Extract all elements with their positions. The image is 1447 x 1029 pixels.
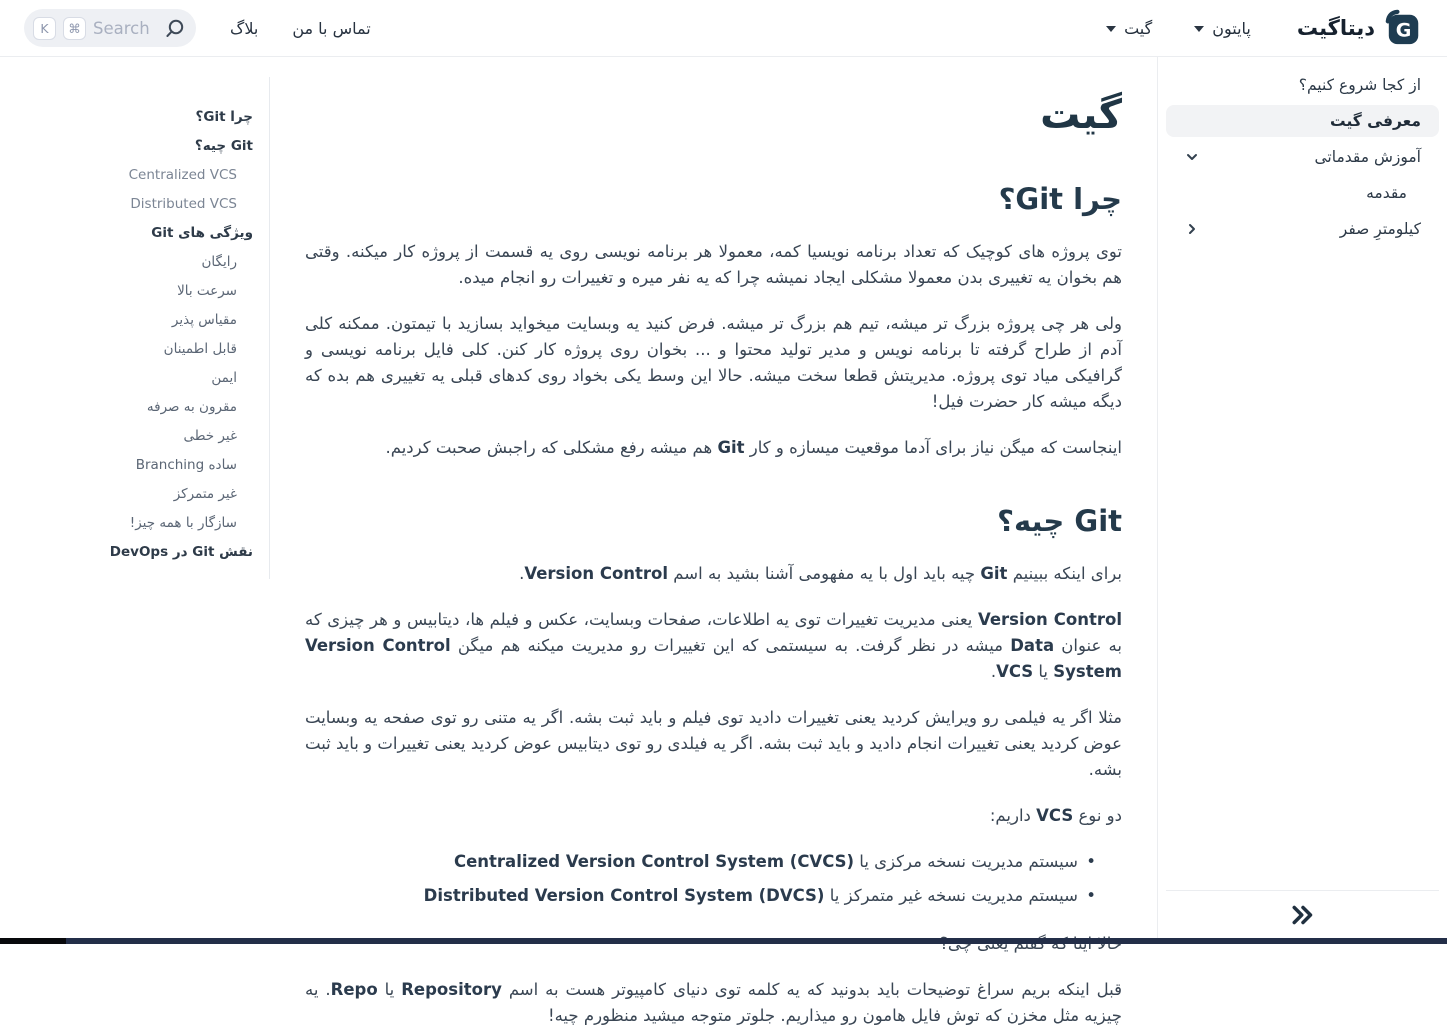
- sidebar-item-label: آموزش مقدماتی: [1314, 148, 1421, 166]
- toc-item-scalable[interactable]: مقیاس پذیر: [171, 312, 237, 328]
- article: [270, 57, 1157, 1025]
- brand-name: دیتاگیت: [1296, 16, 1375, 40]
- toc-item-cost-effective[interactable]: مقرون به صرفه: [146, 399, 237, 415]
- vcs-types-list: [305, 847, 1122, 911]
- toc-item-free[interactable]: رایگان: [201, 254, 237, 270]
- kbd-cmd: ⌘: [63, 17, 86, 40]
- paragraph: Version Control یعنی مدیریت تغییرات توی یه اطلاعات، صفحات وبسایت، عکس و فیلم ها، دیتابیس و هر چیزی که به عنوان Data میشه در نظر گرفت. به سیستمی که این تغییرات رو مدیریت میکنه هم میگن Version Control System یا VCS.: [305, 610, 1122, 681]
- toc-item-reliable[interactable]: قابل اطمینان: [163, 341, 237, 357]
- primary-nav: [1106, 19, 1251, 38]
- sidebar-item-basic-tutorial[interactable]: [1166, 141, 1439, 173]
- heading-why-git: چرا Git؟: [998, 182, 1122, 216]
- list-item: • سیستم مدیریت نسخه مرکزی یا Centralized Version Control System (CVCS): [305, 847, 1094, 877]
- nav-link-contact[interactable]: تماس با من: [292, 18, 371, 38]
- secondary-nav: [24, 9, 371, 47]
- sidebar-item-label: کیلومترِ صفر: [1339, 220, 1421, 238]
- toc-list: [0, 77, 270, 579]
- toc-item-simple-branching[interactable]: Branching ساده: [135, 457, 237, 473]
- toc-item-why-git[interactable]: چرا Git؟: [195, 109, 253, 125]
- toc-item-decentralized[interactable]: غیر متمرکز: [173, 486, 237, 502]
- caret-down-icon: [1106, 26, 1116, 32]
- toc-item-secure[interactable]: ایمن: [211, 370, 237, 386]
- chevron-down-icon: [1184, 149, 1200, 165]
- sidebar-footer: [1166, 890, 1439, 938]
- search-box[interactable]: [24, 9, 196, 47]
- search-input[interactable]: [93, 19, 157, 38]
- bottom-window-corner: [0, 938, 66, 944]
- nav-menu-git-label: گیت: [1124, 18, 1153, 38]
- paragraph: قبل اینکه بریم سراغ توضیحات باید بدونید که یه کلمه توی دنیای کامپیوتر هست به اسم Repository یا Repo. یه چیزیه مثل مخزن که توش فایل هامون رو میذاریم. جلوتر متوجه میشید منظورم چیه!: [305, 980, 1122, 1025]
- bottom-window-edge: [0, 938, 1447, 944]
- double-chevron-right-icon: [1290, 905, 1316, 925]
- sidebar-item-label: مقدمه: [1366, 184, 1407, 202]
- content-columns: [0, 57, 1447, 1025]
- toc-item-high-speed[interactable]: سرعت بالا: [177, 283, 237, 299]
- svg-text:G: G: [1395, 19, 1412, 42]
- sidebar-item-git-intro[interactable]: [1166, 105, 1439, 137]
- toc-item-nonlinear[interactable]: غیر خطی: [183, 428, 237, 444]
- paragraph: اینجاست که میگن نیاز برای آدما موقعیت میسازه و کار Git هم میشه رفع مشکلی که راجبش صحبت کردیم.: [385, 438, 1122, 457]
- sidebar-item-introduction[interactable]: [1166, 177, 1439, 209]
- sidebar-item-label: معرفی گیت: [1330, 112, 1421, 130]
- nav-link-blog[interactable]: بلاگ: [230, 18, 259, 38]
- search-icon: [164, 18, 185, 39]
- paragraph: دو نوع VCS داریم:: [989, 806, 1122, 825]
- docs-sidebar: [1157, 57, 1447, 938]
- toc-item-compatible[interactable]: سازگار با همه چیز!: [129, 515, 237, 531]
- page-title: گیت: [1040, 92, 1122, 138]
- sidebar-item-start[interactable]: [1166, 69, 1439, 101]
- heading-what-is-git: Git چیه؟: [997, 504, 1122, 538]
- brand[interactable]: [1297, 9, 1423, 47]
- paragraph: ولی هر چی پروژه بزرگ تر میشه، تیم هم بزرگ تر میشه. فرض کنید یه وبسایت میخواید بسازید با تیمتون. ممکنه کلی آدم از طراح گرفته تا برنامه نویس و مدیر تولید محتوا و ... بخوان روی پروژه کار کنن. کلی فایل برنامه نویسی و گرافیکی میاد توی پروژه. مدیریتش قطعا سخت میشه. حالا این وسط یکی بخواد روی کدهای قبلی یه تغییری هم بده که دیگه میشه کار حضرت فیل!: [305, 314, 1122, 411]
- paragraph: برای اینکه ببینیم Git چیه باید اول با یه مفهومی آشنا بشید به اسم Version Control.: [519, 564, 1122, 583]
- caret-down-icon: [1194, 26, 1204, 32]
- paragraph: توی پروژه های کوچیک که تعداد برنامه نویسیا کمه، معمولا هر برنامه نویسی روی یه قسمت از پروژه کار میکنه. وقتی هم بخوان یه تغییری بدن معمولا مشکلی ایجاد نمیشه چرا که یه نفر میره و تغییرات رو انجام میده.: [305, 242, 1122, 287]
- brand-logo-icon: [1385, 9, 1423, 47]
- toc-item-git-features[interactable]: ویژگی های Git: [151, 225, 253, 241]
- sidebar-item-label: از کجا شروع کنیم؟: [1298, 76, 1421, 94]
- toc-item-distributed-vcs[interactable]: Distributed VCS: [130, 196, 237, 212]
- sidebar-collapse-button[interactable]: [1290, 905, 1316, 925]
- chevron-right-icon: [1184, 221, 1200, 237]
- top-navbar: [0, 0, 1447, 57]
- paragraph: مثلا اگر یه فیلمی رو ویرایش کردید یعنی تغییرات دادید توی فیلم و باید ثبت بشه. اگر یه متنی رو توی صفحه یه وبسایت عوض کردید یعنی تغییرات انجام دادید و باید ثبت بشه. اگر یه فیلدی رو توی دیتابیس عوض کردید یعنی تغییرات و باید ثبت بشه.: [305, 708, 1122, 779]
- table-of-contents: [0, 57, 270, 938]
- list-item: • سیستم مدیریت نسخه غیر متمرکز یا Distributed Version Control System (DVCS): [305, 881, 1094, 911]
- sidebar-item-kilometer-zero[interactable]: [1166, 213, 1439, 245]
- paragraph: [305, 931, 1122, 957]
- toc-item-what-is-git[interactable]: Git چیه؟: [194, 138, 253, 154]
- nav-menu-python-label: پایتون: [1212, 18, 1251, 38]
- nav-menu-git[interactable]: [1106, 19, 1152, 38]
- toc-item-centralized-vcs[interactable]: Centralized VCS: [128, 167, 237, 183]
- toc-item-git-in-devops[interactable]: نقش Git در DevOps: [109, 544, 253, 560]
- kbd-k: K: [33, 17, 56, 40]
- nav-menu-python[interactable]: [1194, 19, 1251, 38]
